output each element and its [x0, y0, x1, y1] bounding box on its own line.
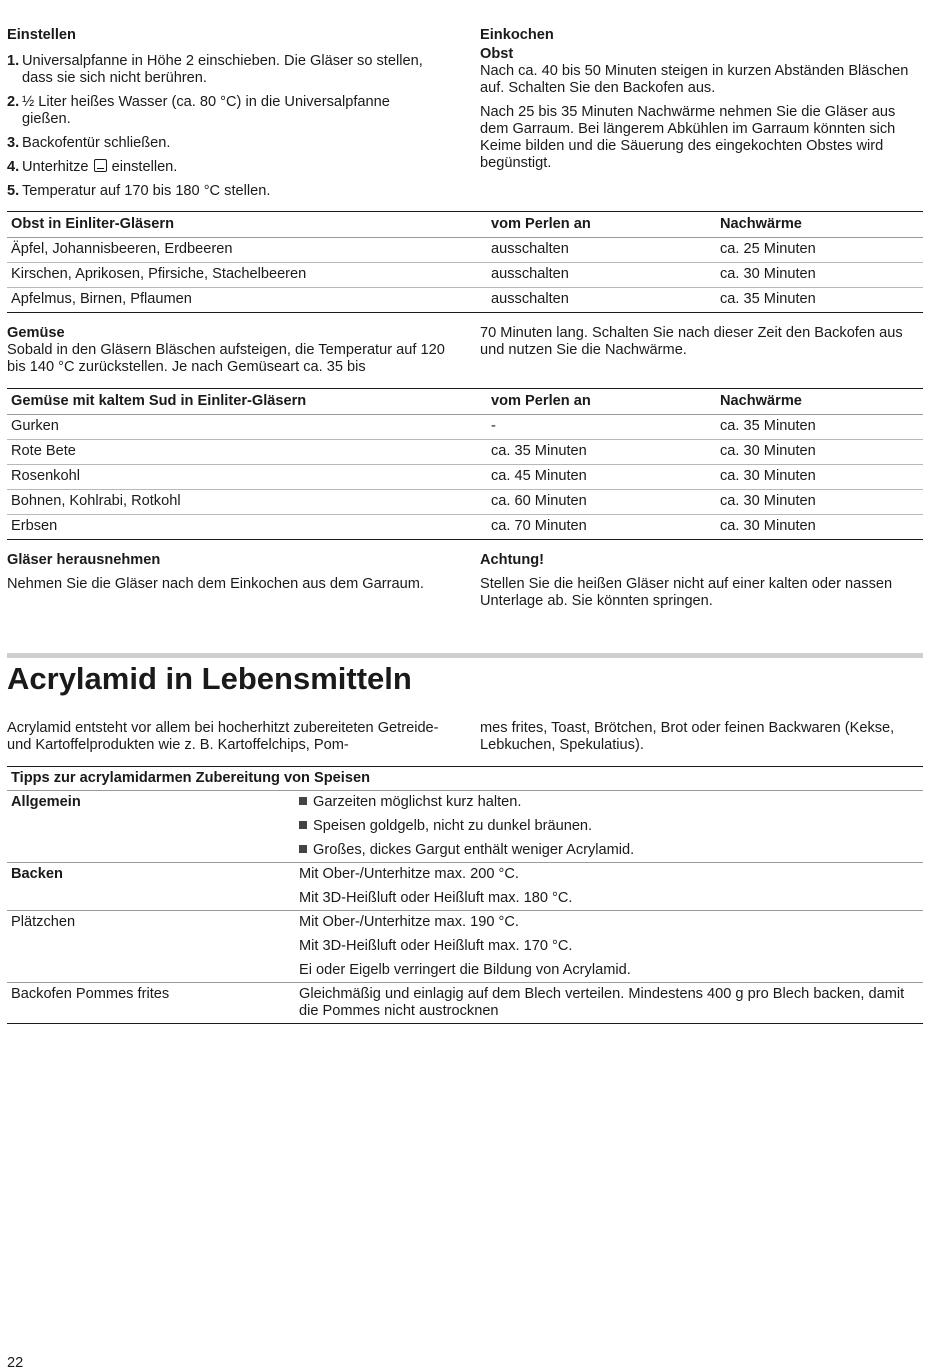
tips-line-text: Großes, dickes Gargut enthält weniger Acrylamid. — [313, 842, 635, 858]
step-text: ½ Liter heißes Wasser (ca. 80 °C) in die Universalpfanne gießen. — [22, 94, 390, 127]
column-header: vom Perlen an — [487, 212, 716, 238]
tips-group-label: Backofen Pommes frites — [7, 983, 295, 1024]
unterhitze-icon — [94, 159, 107, 172]
tips-group-lines — [295, 791, 923, 863]
table-cell: ca. 30 Minuten — [716, 263, 923, 288]
step-item — [7, 159, 437, 176]
step-item — [7, 94, 437, 128]
gemuese-section — [7, 325, 452, 376]
table-cell: ca. 30 Minuten — [716, 465, 923, 490]
table-row — [7, 983, 923, 1024]
tips-group-label: Backen — [7, 863, 295, 911]
table-cell: ca. 70 Minuten — [487, 515, 716, 540]
achtung-heading: Achtung! — [480, 552, 545, 568]
einstellen-section — [7, 27, 457, 207]
table-cell: Bohnen, Kohlrabi, Rotkohl — [7, 490, 487, 515]
step-number: 3. — [7, 135, 20, 151]
acrylamid-text-left: Acrylamid entsteht vor allem bei hocherhitzt zubereiteten Getreide- und Kartoffelprodukten wie z. B. Kartoffelchips, Pom- — [7, 720, 439, 753]
square-bullet-icon — [299, 821, 307, 829]
square-bullet-icon — [299, 797, 307, 805]
glaeser-heading: Gläser herausnehmen — [7, 552, 161, 568]
step-number: 5. — [7, 183, 20, 199]
table-cell: ausschalten — [487, 238, 716, 263]
table-cell: ca. 45 Minuten — [487, 465, 716, 490]
tips-group-lines — [295, 983, 923, 1024]
tips-line: Mit Ober-/Unterhitze max. 200 °C. — [299, 866, 519, 882]
table-cell: ca. 25 Minuten — [716, 238, 923, 263]
step-number: 2. — [7, 94, 20, 110]
table-cell: - — [487, 415, 716, 440]
table-cell: ca. 35 Minuten — [716, 288, 923, 313]
obst-table — [7, 211, 923, 313]
glaeser-section — [7, 552, 437, 593]
obst-paragraph-1: Nach ca. 40 bis 50 Minuten steigen in kurzen Abständen Bläschen auf. Schalten Sie den Backofen aus. — [480, 63, 909, 96]
table-row — [7, 911, 923, 983]
step-text: Temperatur auf 170 bis 180 °C stellen. — [22, 183, 271, 199]
tips-line-text: Speisen goldgelb, nicht zu dunkel bräunen. — [313, 818, 593, 834]
table-row — [7, 515, 923, 540]
glaeser-text: Nehmen Sie die Gläser nach dem Einkochen aus dem Garraum. — [7, 576, 424, 592]
einkochen-section — [480, 27, 925, 172]
gemuese-text-left: Sobald in den Gläsern Bläschen aufsteigen, die Temperatur auf 120 bis 140 °C zurückstellen. Je nach Gemüseart ca. 35 bis — [7, 342, 445, 375]
step-text: Backofentür schließen. — [22, 135, 171, 151]
tips-line — [299, 818, 919, 835]
tips-group-label: Allgemein — [7, 791, 295, 863]
einkochen-heading: Einkochen — [480, 27, 554, 43]
table-cell: Rosenkohl — [7, 465, 487, 490]
gemuese-text-right: 70 Minuten lang. Schalten Sie nach dieser Zeit den Backofen aus und nutzen Sie die Nachwärme. — [480, 325, 903, 358]
acrylamid-title: Acrylamid in Lebensmitteln — [7, 661, 412, 696]
table-cell: Erbsen — [7, 515, 487, 540]
gemuese-table — [7, 388, 923, 540]
step-number: 4. — [7, 159, 20, 175]
table-cell: ca. 30 Minuten — [716, 490, 923, 515]
achtung-section — [480, 552, 925, 610]
table-cell: ausschalten — [487, 263, 716, 288]
table-row — [7, 863, 923, 911]
step-item — [7, 135, 437, 152]
table-header-row — [7, 389, 923, 415]
table-row — [7, 263, 923, 288]
einstellen-steps — [7, 53, 437, 200]
gemuese-text-right-block — [480, 325, 920, 359]
acrylamid-text-right: mes frites, Toast, Brötchen, Brot oder feinen Backwaren (Kekse, Lebkuchen, Spekulatius). — [480, 720, 895, 753]
tips-group-label: Plätzchen — [7, 911, 295, 983]
tips-line — [299, 842, 919, 859]
tips-table-header: Tipps zur acrylamidarmen Zubereitung von Speisen — [7, 767, 923, 791]
tips-line-text: Garzeiten möglichst kurz halten. — [313, 794, 522, 810]
table-header-row — [7, 212, 923, 238]
tips-line: Mit Ober-/Unterhitze max. 190 °C. — [299, 914, 519, 930]
obst-paragraph-2: Nach 25 bis 35 Minuten Nachwärme nehmen Sie die Gläser aus dem Garraum. Bei längerem Abkühlen im Garraum könnten sich Keime bilden und die Säuerung des eingekochten Obstes wird begünstigt. — [480, 104, 896, 171]
table-cell: Rote Bete — [7, 440, 487, 465]
step-text-after: einstellen. — [111, 159, 178, 175]
table-cell: Gurken — [7, 415, 487, 440]
step-number: 1. — [7, 53, 20, 69]
table-row — [7, 415, 923, 440]
section-divider — [7, 653, 923, 658]
column-header: Nachwärme — [716, 389, 923, 415]
table-row — [7, 490, 923, 515]
tips-group-lines — [295, 863, 923, 911]
table-cell: Kirschen, Aprikosen, Pfirsiche, Stachelbeeren — [7, 263, 487, 288]
square-bullet-icon — [299, 845, 307, 853]
table-row — [7, 440, 923, 465]
tips-table — [7, 766, 923, 1024]
page-number: 22 — [7, 1355, 24, 1371]
step-text — [22, 159, 177, 176]
tips-line — [299, 794, 919, 811]
column-header: vom Perlen an — [487, 389, 716, 415]
step-item — [7, 53, 437, 87]
tips-line: Mit 3D-Heißluft oder Heißluft max. 170 °C. — [299, 938, 573, 954]
tips-line: Gleichmäßig und einlagig auf dem Blech verteilen. Mindestens 400 g pro Blech backen, damit die Pommes nicht austrocknen — [299, 986, 905, 1019]
table-row — [7, 465, 923, 490]
table-row — [7, 238, 923, 263]
table-row — [7, 791, 923, 863]
table-cell: ausschalten — [487, 288, 716, 313]
step-item — [7, 183, 437, 200]
tips-group-lines — [295, 911, 923, 983]
table-row — [7, 288, 923, 313]
table-cell: ca. 60 Minuten — [487, 490, 716, 515]
obst-heading: Obst — [480, 46, 514, 62]
gemuese-heading: Gemüse — [7, 325, 65, 341]
table-header-row — [7, 767, 923, 791]
step-text-before: Unterhitze — [22, 159, 89, 175]
table-cell: ca. 30 Minuten — [716, 440, 923, 465]
table-cell: Apfelmus, Birnen, Pflaumen — [7, 288, 487, 313]
table-cell: ca. 30 Minuten — [716, 515, 923, 540]
achtung-text: Stellen Sie die heißen Gläser nicht auf einer kalten oder nassen Unterlage ab. Sie könnten springen. — [480, 576, 893, 609]
step-text: Universalpfanne in Höhe 2 einschieben. Die Gläser so stellen, dass sie sich nicht berühren. — [22, 53, 423, 86]
column-header: Nachwärme — [716, 212, 923, 238]
einstellen-heading: Einstellen — [7, 27, 76, 43]
table-cell: ca. 35 Minuten — [487, 440, 716, 465]
tips-line: Mit 3D-Heißluft oder Heißluft max. 180 °C. — [299, 890, 573, 906]
table-cell: Äpfel, Johannisbeeren, Erdbeeren — [7, 238, 487, 263]
column-header: Gemüse mit kaltem Sud in Einliter-Gläsern — [7, 389, 487, 415]
column-header: Obst in Einliter-Gläsern — [7, 212, 487, 238]
table-cell: ca. 35 Minuten — [716, 415, 923, 440]
tips-line: Ei oder Eigelb verringert die Bildung von Acrylamid. — [299, 962, 631, 978]
